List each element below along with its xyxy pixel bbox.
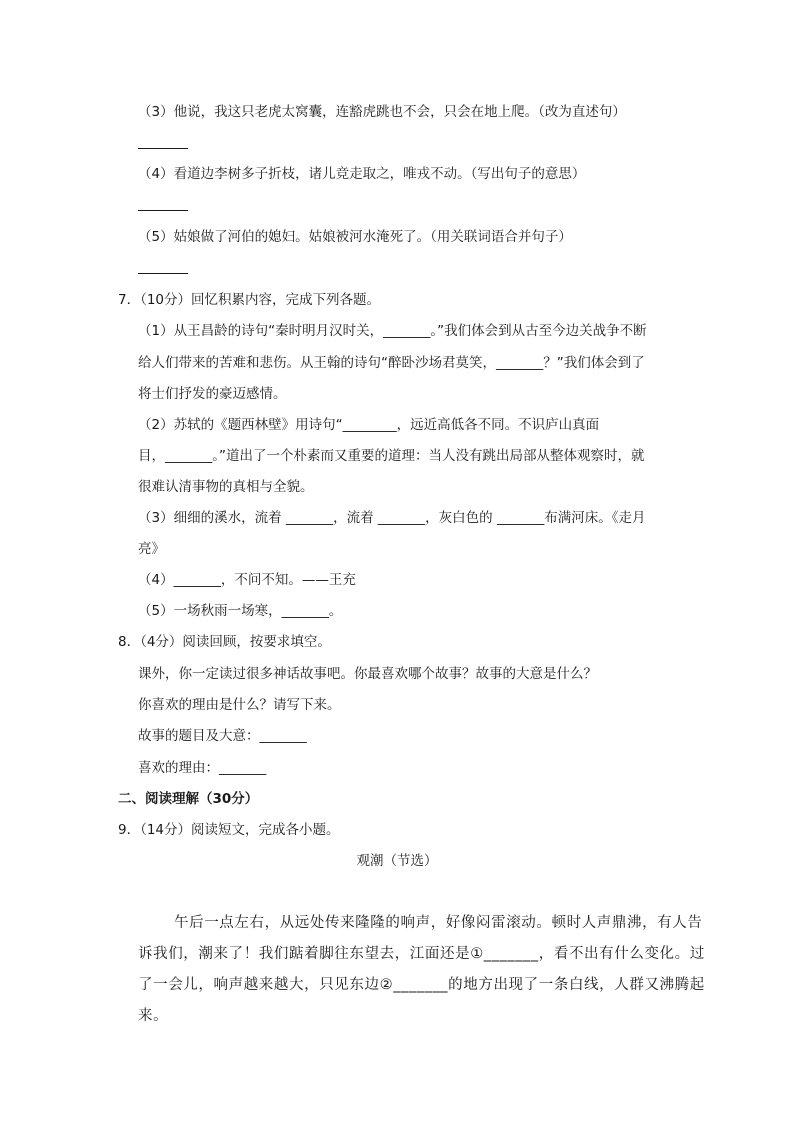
q7-part2-line3: 很难认清事物的真相与全貌。 (138, 479, 314, 495)
answer-blank-q6-5 (138, 273, 188, 274)
answer-blank-q6-3 (138, 148, 188, 149)
q8-line2: 你喜欢的理由是什么？请写下来。 (138, 697, 341, 713)
q7-part1-line2: 给人们带来的苦难和悲伤。从王翰的诗句“醉卧沙场君莫笑，_______？”我们体会到了 (138, 355, 645, 371)
q8-line4: 喜欢的理由：_______ (138, 760, 267, 776)
q7-part5: （5）一场秋雨一场寒，_______。 (138, 603, 343, 619)
passage-line3: 了一会儿，响声越来越大，只见东边②_______的地方出现了一条白线，人群又沸腾起 (138, 977, 705, 993)
q7-part2-line2: 目，_______。”道出了一个朴素而又重要的道理：当人没有跳出局部从整体观察时，就 (138, 448, 645, 464)
q9-heading: 9．（14分）阅读短文，完成各小题。 (118, 822, 340, 838)
q8-line1: 课外，你一定读过很多神话故事吧。你最喜欢哪个故事？故事的大意是什么？ (138, 666, 597, 682)
answer-blank-q6-4 (138, 210, 188, 211)
q7-part2-line1: （2）苏轼的《题西林壁》用诗句“________，远近高低各不同。不识庐山真面 (138, 417, 600, 433)
passage-title: 观潮（节选） (356, 853, 438, 869)
q6-item5: （5）姑娘做了河伯的媳妇。姑娘被河水淹死了。（用关联词语合并句子） (138, 229, 572, 245)
q7-part3-line1: （3）细细的溪水，流着 _______，流着 _______，灰白色的 _______布满河床。《走月 (138, 510, 646, 526)
q8-heading: 8．（4分）阅读回顾，按要求填空。 (118, 634, 331, 650)
q7-part3-line2: 亮》 (138, 541, 165, 557)
q6-item4: （4）看道边李树多子折枝，诸儿竞走取之，唯戎不动。（写出句子的意思） (138, 166, 586, 182)
passage-line2: 诉我们，潮来了！我们踮着脚往东望去，江面还是①_______，看不出有什么变化。过 (138, 946, 705, 962)
section-heading: 二、阅读理解（30分） (118, 791, 259, 807)
q7-part1-line1: （1）从王昌龄的诗句“秦时明月汉时关，_______。”我们体会到从古至今边关战争不断 (138, 323, 647, 339)
passage-line4: 来。 (138, 1008, 169, 1024)
q6-item3: （3）他说，我这只老虎太窝囊，连豁虎跳也不会，只会在地上爬。（改为直述句） (138, 104, 626, 120)
q7-part4: （4）_______，不问不知。——王充 (138, 572, 356, 588)
q7-heading: 7．（10分）回忆积累内容，完成下列各题。 (118, 292, 381, 308)
passage-line1: 午后一点左右，从远处传来隆隆的响声，好像闷雷滚动。顿时人声鼎沸，有人告 (174, 915, 703, 931)
q7-part1-line3: 将士们抒发的豪迈感情。 (138, 386, 287, 402)
q8-line3: 故事的题目及大意：_______ (138, 728, 307, 744)
